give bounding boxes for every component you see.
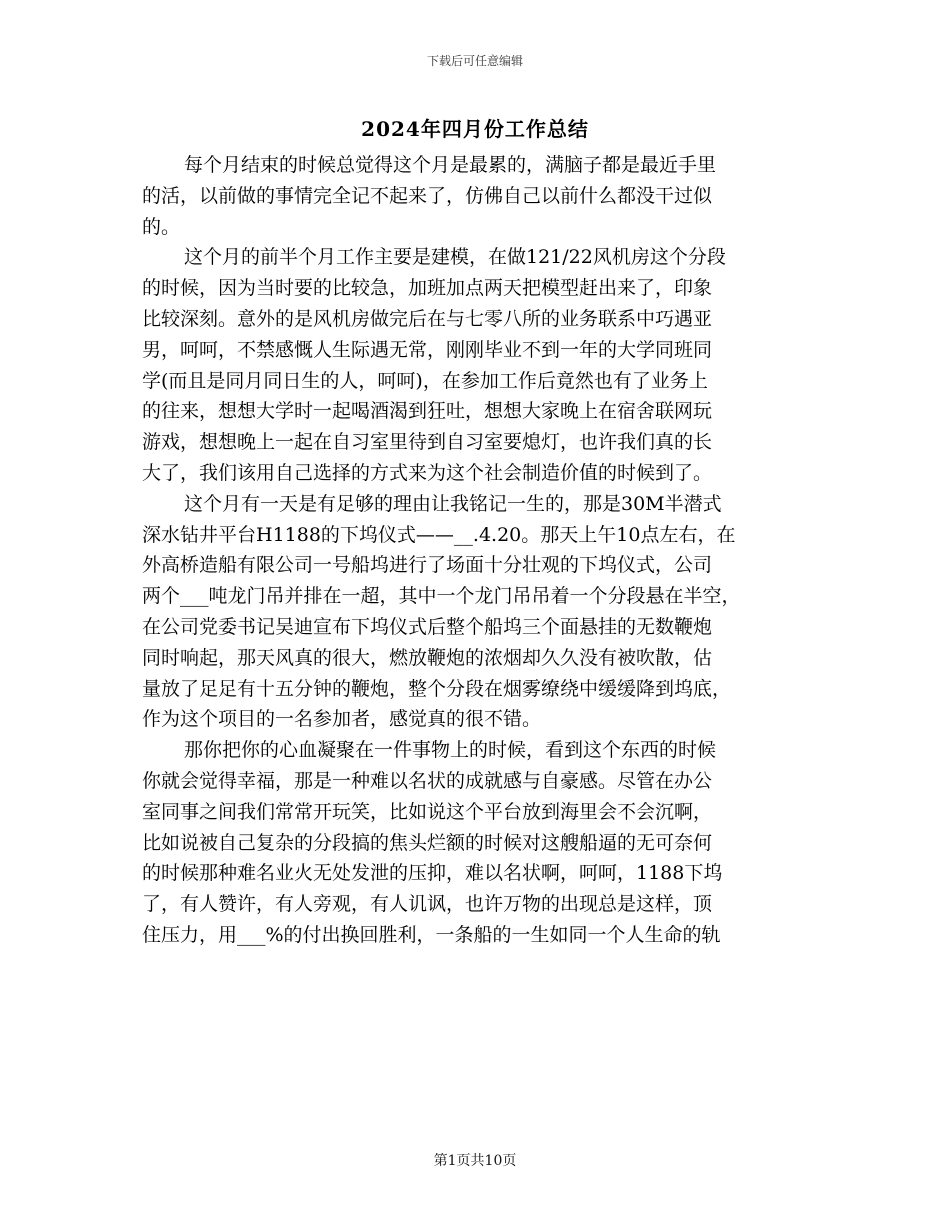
text-line: 这个月的前半个月工作主要是建模，在做121/22风机房这个分段 — [184, 246, 726, 269]
text-line: 在公司党委书记吴迪宣布下坞仪式后整个船坞三个面悬挂的无数鞭炮 — [142, 615, 713, 638]
text-line: 男，呵呵，不禁感慨人生际遇无常，刚刚毕业不到一年的大学同班同 — [142, 338, 713, 361]
text-line: 大了，我们该用自己选择的方式来为这个社会制造价值的时候到了。 — [142, 461, 713, 484]
document-body — [142, 150, 812, 951]
document-title: 2024年四月份工作总结 — [361, 117, 589, 141]
text-line: 同时响起，那天风真的很大，燃放鞭炮的浓烟却久久没有被吹散，估 — [142, 646, 713, 669]
text-line: 这个月有一天是有足够的理由让我铭记一生的，那是30M半潜式 — [184, 492, 722, 515]
text-line: 学(而且是同月同日生的人，呵呵)，在参加工作后竟然也有了业务上 — [142, 369, 708, 392]
text-line: 的时候，因为当时要的比较急，加班加点两天把模型赶出来了，印象 — [142, 277, 713, 300]
text-line: 的时候那种难名业火无处发泄的压抑，难以名状啊，呵呵，1188下坞 — [142, 862, 723, 885]
text-line: 住压力，用___%的付出换回胜利，一条船的一生如同一个人生命的轨 — [142, 923, 721, 946]
text-line: 量放了足足有十五分钟的鞭炮，整个分段在烟雾缭绕中缓缓降到坞底， — [142, 677, 732, 700]
text-line: 了，有人赞许，有人旁观，有人讥讽，也许万物的出现总是这样，顶 — [142, 893, 713, 916]
page-number: 第1页共10页 — [433, 1153, 517, 1169]
text-line: 深水钻井平台H1188的下坞仪式——__.4.20。那天上午10点左右，在 — [142, 523, 736, 546]
header-note: 下载后可任意编辑 — [426, 54, 523, 68]
text-line: 每个月结束的时候总觉得这个月是最累的，满脑子都是最近手里 — [184, 154, 717, 176]
text-line: 比如说被自己复杂的分段搞的焦头烂额的时候对这艘船逼的无可奈何 — [142, 831, 713, 854]
text-line: 的往来，想想大学时一起喝酒渴到狂吐，想想大家晚上在宿舍联网玩 — [142, 400, 713, 423]
text-line: 两个___吨龙门吊并排在一超，其中一个龙门吊吊着一个分段悬在半空， — [142, 585, 741, 608]
text-line: 游戏，想想晚上一起在自习室里待到自习室要熄灯，也许我们真的长 — [142, 431, 713, 454]
text-line: 的活，以前做的事情完全记不起来了，仿佛自己以前什么都没干过似 — [142, 184, 713, 207]
text-line: 的。 — [142, 215, 181, 238]
text-line: 比较深刻。意外的是风机房做完后在与七零八所的业务联系中巧遇亚 — [142, 307, 713, 330]
text-line: 你就会觉得幸福，那是一种难以名状的成就感与自豪感。尽管在办公 — [142, 769, 713, 792]
text-line: 作为这个项目的一名参加者，感觉真的很不错。 — [142, 708, 542, 731]
text-line: 室同事之间我们常常开玩笑，比如说这个平台放到海里会不会沉啊， — [142, 800, 713, 823]
text-line: 那你把你的心血凝聚在一件事物上的时候，看到这个东西的时候 — [184, 739, 717, 762]
text-line: 外高桥造船有限公司一号船坞进行了场面十分壮观的下坞仪式，公司 — [142, 554, 713, 577]
